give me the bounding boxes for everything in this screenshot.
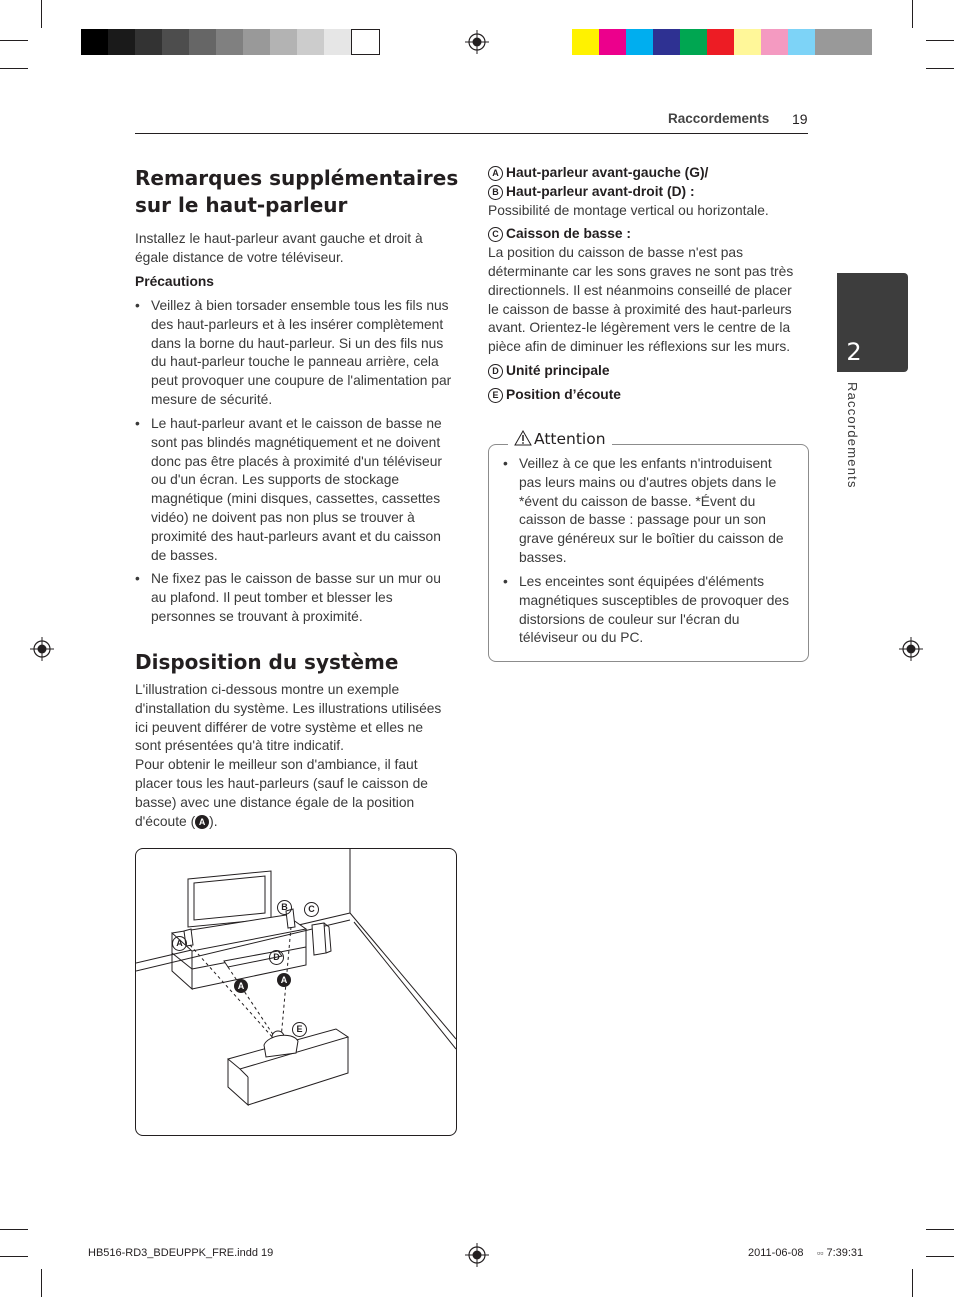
header-rule <box>135 133 808 134</box>
footer-time-value: 7:39:31 <box>826 1247 864 1259</box>
color-swatch <box>761 29 788 55</box>
registration-target-icon <box>899 637 923 661</box>
heading-line: sur le haut-parleur <box>135 193 348 217</box>
legend-desc: La position du caisson de basse n'est pas déterminante car les sons graves ne sont pas très directionnels. Il est néanmoins conseillé de placer le caisson de basse à proximité des haut-parleurs avant. Orientez-le légèrement vers le centre de la pièce afin de diminuer les réflexions sur les murs. <box>488 245 794 355</box>
running-header-section: Raccordements <box>668 111 770 126</box>
bullet-dot: • <box>503 456 508 471</box>
crop-mark <box>926 40 954 41</box>
color-swatch <box>734 29 761 55</box>
bullet-text: Le haut-parleur avant et le caisson de basse ne sont pas blindés magnétiquement et ne doivent donc pas être placés à proximité d'un téléviseur ou d'un écran. Les supports de stockage magnétique (mini disques, cassettes, cassettes vidéo) ne doivent pas non plus se trouver à proximité des haut-parleurs avant et du caisson de basses. <box>151 416 442 563</box>
chapter-number: 2 <box>846 338 862 366</box>
crop-mark <box>41 1269 42 1297</box>
crop-mark <box>41 0 42 28</box>
gray-swatch <box>135 29 162 55</box>
bullet-item <box>135 415 457 565</box>
heading-line: Remarques supplémentaires <box>135 166 459 190</box>
crop-mark <box>912 0 913 28</box>
color-swatch <box>599 29 626 55</box>
crop-mark <box>912 1269 913 1297</box>
legend-item <box>488 183 800 221</box>
section-heading-speaker-notes <box>135 165 458 219</box>
crop-mark <box>926 1229 954 1230</box>
crop-mark <box>0 1229 28 1230</box>
system-layout-illustration <box>135 848 457 1136</box>
legend-title: Unité principale <box>506 362 610 378</box>
warning-icon <box>514 430 532 446</box>
bullet-text: Ne fixez pas le caisson de basse sur un mur ou au plafond. Il peut tomber et blesser les personnes se trouvant à proximité. <box>151 571 441 624</box>
color-swatch <box>788 29 815 55</box>
layout-paragraph <box>135 681 450 831</box>
layout-paragraph-1: L'illustration ci-dessous montre un exemple d'installation du système. Les illustrations utilisées ici peuvent différer de votre système et elles ne sont présentées qu'à titre indicatif. <box>135 682 442 754</box>
crop-mark <box>926 68 954 69</box>
precautions-title: Précautions <box>135 274 214 289</box>
gray-swatch <box>108 29 135 55</box>
crop-mark <box>0 40 28 41</box>
attention-item <box>503 573 793 648</box>
gray-swatch <box>270 29 297 55</box>
color-swatch <box>680 29 707 55</box>
registration-target-icon <box>30 637 54 661</box>
gray-swatch <box>81 29 108 55</box>
registration-target-icon <box>465 30 489 54</box>
figure-label-a-filled: A <box>234 977 248 995</box>
bullet-dot: • <box>503 574 508 589</box>
registration-target-icon <box>465 1243 489 1267</box>
footer-time <box>817 1247 863 1259</box>
paragraph-text: Pour obtenir le meilleur son d'ambiance, il faut placer tous les haut-parleurs (sauf le caisson de basse) avec une distance égale de la position d'écoute ( <box>135 757 428 829</box>
gray-swatch <box>324 29 351 55</box>
crop-mark <box>926 1256 954 1257</box>
section-heading-system-layout: Disposition du système <box>135 650 399 674</box>
attention-text: Les enceintes sont équipées d'éléments magnétiques susceptibles de provoquer des distorsions de couleur sur l'écran du téléviseur ou du PC. <box>519 574 789 646</box>
gray-swatch <box>243 29 270 55</box>
figure-label-a-filled: A <box>277 971 291 989</box>
figure-label-a: A <box>172 934 190 952</box>
legend-list <box>488 164 800 405</box>
intro-paragraph: Installez le haut-parleur avant gauche et droit à égale distance de votre téléviseur. <box>135 231 423 265</box>
layout-paragraph-2 <box>135 756 450 831</box>
color-swatch <box>815 29 872 55</box>
legend-letter-icon: A <box>488 166 503 181</box>
footer-time-marker-icon: ▫▫ <box>817 1248 824 1258</box>
legend-title: Haut-parleur avant-droit (D) : <box>506 183 695 199</box>
bullet-item <box>135 297 457 410</box>
gray-swatch <box>351 29 380 55</box>
figure-label-e: E <box>292 1020 310 1038</box>
chapter-tab-label: Raccordements <box>845 382 860 489</box>
attention-item <box>503 455 793 568</box>
legend-item <box>488 362 800 381</box>
room-diagram <box>136 849 456 1135</box>
gray-swatch <box>162 29 189 55</box>
legend-letter-icon: B <box>488 185 503 200</box>
legend-item <box>488 225 800 357</box>
bullet-dot: • <box>135 416 140 431</box>
legend-title: Haut-parleur avant-gauche (G)/ <box>506 165 709 180</box>
bullet-dot: • <box>135 298 140 313</box>
attention-text: Veillez à ce que les enfants n'introduisent pas leurs mains ou d'autres objets dans le *évent du caisson de basse. *Évent du caisson de basse : passage pour un son grave généreux sur le boîtier du caisson de basses. <box>519 456 784 565</box>
footer-date: 2011-06-08 <box>748 1247 804 1259</box>
attention-heading <box>508 430 612 448</box>
color-swatch <box>572 29 599 55</box>
color-swatch <box>707 29 734 55</box>
page-number: 19 <box>792 111 808 127</box>
legend-item <box>488 164 800 183</box>
figure-label-c: C <box>304 900 322 918</box>
legend-letter-icon: C <box>488 227 503 242</box>
gray-swatch <box>297 29 324 55</box>
legend-desc: Possibilité de montage vertical ou horizontale. <box>488 202 769 218</box>
color-swatch <box>626 29 653 55</box>
crop-mark <box>0 68 28 69</box>
legend-title: Caisson de basse : <box>506 226 631 242</box>
gray-swatch <box>189 29 216 55</box>
bullet-dot: • <box>135 571 140 586</box>
bullet-item <box>135 570 457 626</box>
footer-filename: HB516-RD3_BDEUPPK_FRE.indd 19 <box>88 1247 274 1259</box>
legend-letter-icon: D <box>488 364 503 379</box>
crop-mark <box>0 1256 28 1257</box>
figure-label-b: B <box>277 898 295 916</box>
attention-title: Attention <box>534 430 606 448</box>
marker-a-icon: A <box>195 815 209 829</box>
legend-letter-icon: E <box>488 388 503 403</box>
paragraph-text: ). <box>209 813 218 829</box>
bullet-text: Veillez à bien torsader ensemble tous les fils nus des haut-parleurs et à les insérer complètement dans la borne du haut-parleur. Si un des fils nus du haut-parleur touche le panneau arrière, cela peut provoquer une coupure de l'alimentation par mesure de sécurité. <box>151 298 452 407</box>
color-swatch <box>653 29 680 55</box>
figure-label-d: D <box>269 948 287 966</box>
legend-item <box>488 386 800 405</box>
gray-swatch <box>216 29 243 55</box>
legend-title: Position d’écoute <box>506 386 621 402</box>
